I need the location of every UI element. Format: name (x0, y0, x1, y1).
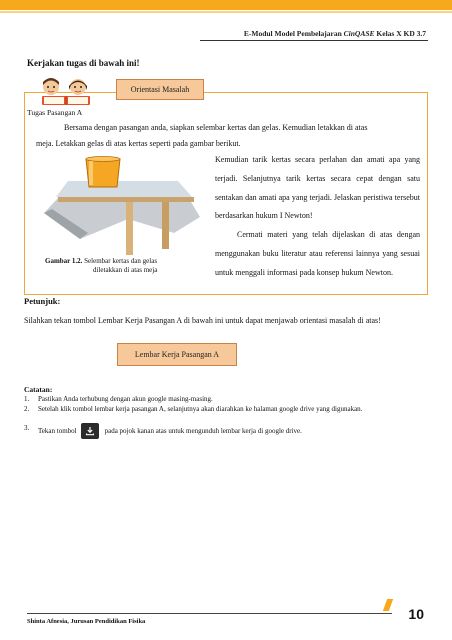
right-column-text (215, 151, 420, 283)
notes-list (24, 394, 420, 439)
pair-task-label: Tugas Pasangan A (27, 108, 83, 117)
petunjuk-title: Petunjuk: (24, 296, 61, 306)
download-icon (81, 423, 99, 439)
task-title: Kerjakan tugas di bawah ini! (27, 58, 140, 68)
note-item: 2. Setelah klik tombol lembar kerja pasangan A, selanjutnya akan diarahkan ke halaman google drive yang digunakan. (24, 405, 363, 413)
header-rule (200, 40, 428, 41)
petunjuk-text: Silahkan tekan tombol Lembar Kerja Pasangan A di bawah ini untuk dapat menjawab orientasi masalah di atas! (24, 316, 381, 325)
figure-caption: Gambar 1.2. Selembar kertas dan gelas diletakkan di atas meja (45, 257, 158, 274)
page-header: E-Modul Model Pembelajaran CinQASE Kelas X KD 3.7 (243, 29, 426, 38)
worksheet-a-button[interactable]: Lembar Kerja Pasangan A (117, 343, 237, 366)
note-item: 3. Tekan tombol pada pojok kanan atas untuk mengunduh lembar kerja di google drive. (24, 423, 420, 439)
observation-paragraph: Kemudian tarik kertas secara perlahan dan amati apa yang terjadi. Selanjutnya tarik kertas secara cepat dengan satu sentakan dan amati apa yang terjadi. Jelaskan peristiwa tersebut berdasarkan hukum I Newton! (215, 155, 420, 221)
footer-author: Shinta Afnesia, Jurusan Pendidikan Fisika (27, 618, 146, 625)
instruction-paragraph-continued: meja. Letakkan gelas di atas kertas seperti pada gambar berikut. (36, 139, 241, 148)
glass-on-paper-image (42, 153, 204, 255)
orientation-button[interactable]: Orientasi Masalah (116, 79, 204, 100)
students-illustration (38, 76, 94, 106)
footer-rule (27, 613, 392, 614)
study-paragraph: Cermati materi yang telah dijelaskan di atas dengan menggunakan buku literatur atau referensi lainnya yang sesuai untuk menggali informasi pada konsep hukum Newton. (215, 230, 420, 277)
note-item: 1. Pastikan Anda terhubung dengan akun google masing-masing. (24, 395, 213, 403)
page-number: 10 (408, 606, 424, 622)
top-accent-bar (0, 0, 452, 10)
instruction-paragraph: Bersama dengan pasangan anda, siapkan selembar kertas dan gelas. Kemudian letakkan di atas (64, 123, 368, 132)
catatan-title: Catatan: (24, 385, 53, 394)
footer-accent (383, 599, 393, 611)
